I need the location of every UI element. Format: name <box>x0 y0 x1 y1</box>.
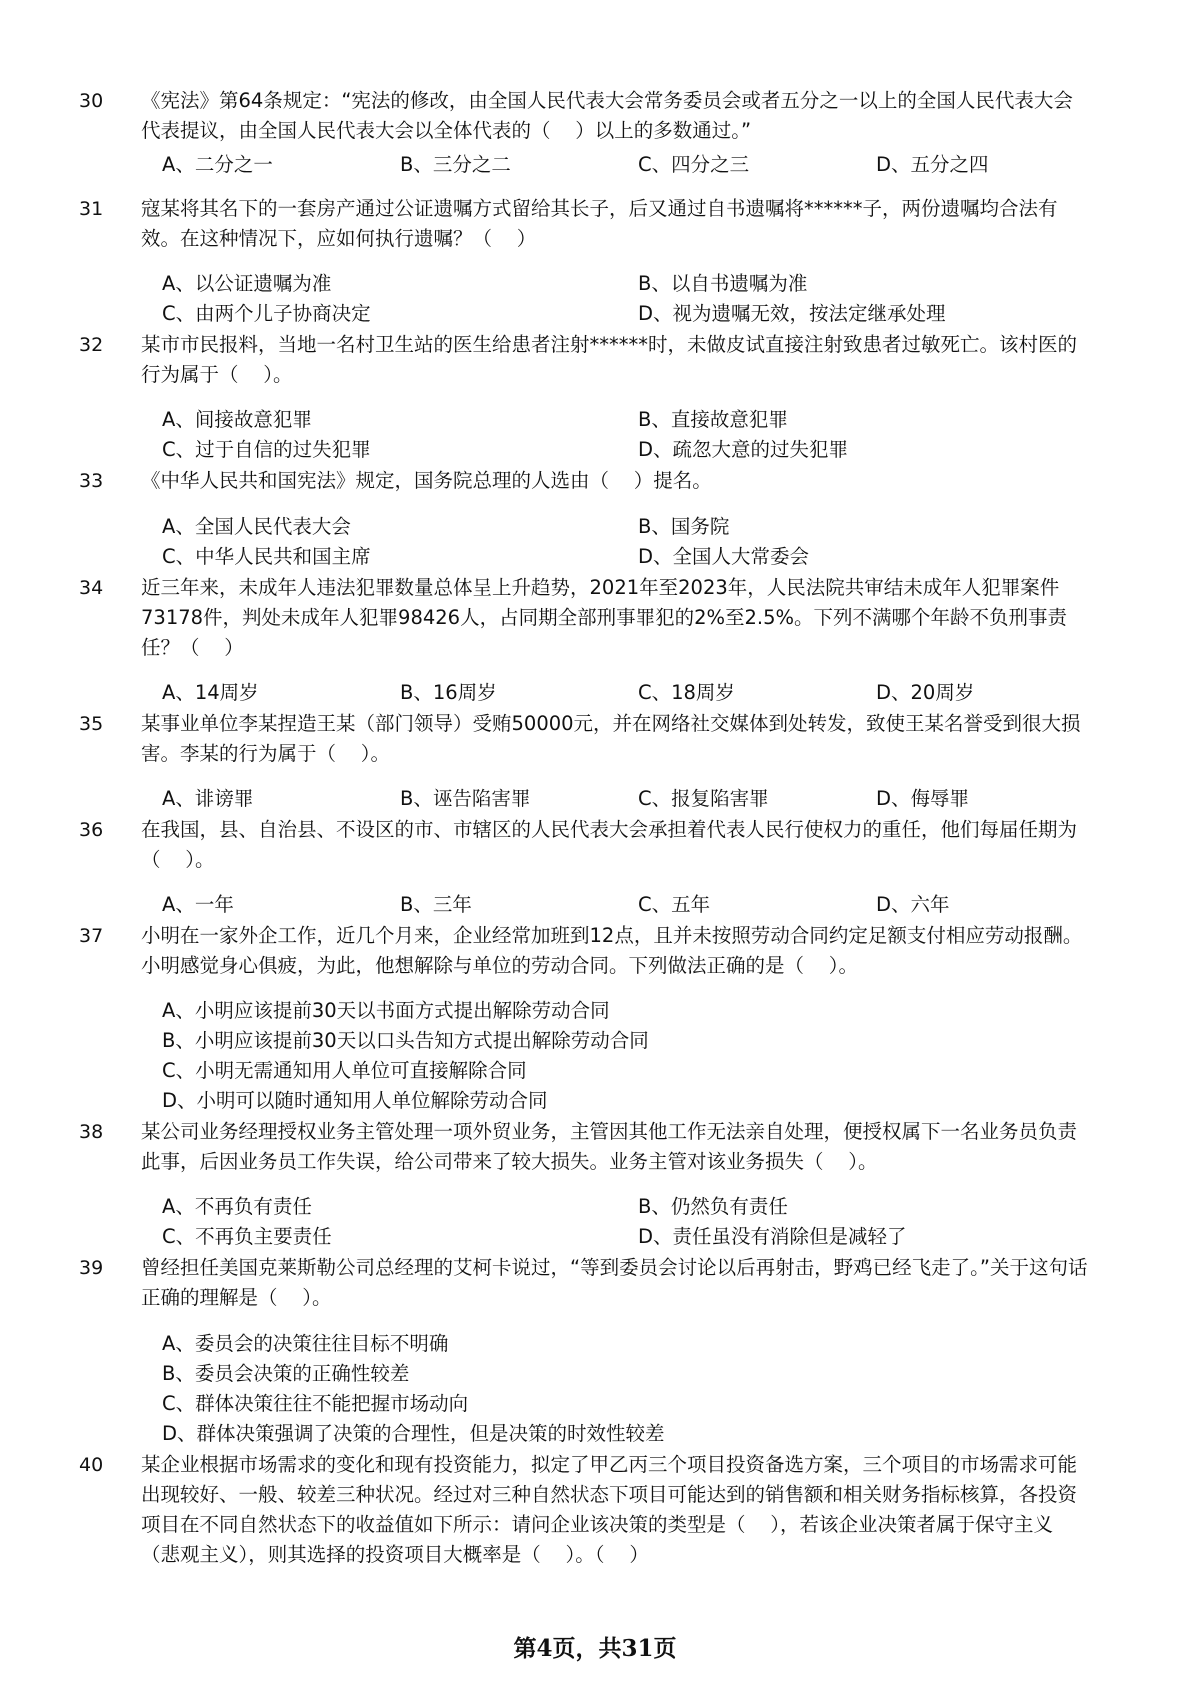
page-footer: 第4页，共31页 <box>513 1635 677 1662</box>
option-b: B、仍然负有责任 <box>638 1195 788 1218</box>
option-c: C、不再负主要责任 <box>162 1225 332 1248</box>
option-a: A、全国人民代表大会 <box>162 515 351 538</box>
question-number: 33 <box>79 470 104 492</box>
option-a: A、间接故意犯罪 <box>162 408 312 431</box>
option-b: B、16周岁 <box>400 681 497 704</box>
option-b: B、三年 <box>400 893 472 916</box>
option-b: B、以自书遗嘱为准 <box>638 272 808 295</box>
option-b: B、诬告陷害罪 <box>400 787 531 810</box>
question-number: 30 <box>79 90 104 112</box>
option-c: C、18周岁 <box>638 681 735 704</box>
option-a: A、二分之一 <box>162 153 273 176</box>
option-c: C、报复陷害罪 <box>638 787 769 810</box>
question-number: 32 <box>79 334 104 356</box>
option-c: C、由两个儿子协商决定 <box>162 302 371 325</box>
question-text: 《中华人民共和国宪法》规定，国务院总理的人选由（ ）提名。 <box>141 469 712 492</box>
option-d: D、侮辱罪 <box>876 787 970 810</box>
question-text: 在我国，县、自治县、不设区的市、市辖区的人民代表大会承担着代表人民行使权力的重任，他们每届任期为（ ）。 <box>141 818 1078 871</box>
option-b: B、小明应该提前30天以口头告知方式提出解除劳动合同 <box>162 1029 649 1052</box>
option-c: C、小明无需通知用人单位可直接解除合同 <box>162 1059 527 1082</box>
option-b: B、三分之二 <box>400 153 511 176</box>
question-text: 寇某将其名下的一套房产通过公证遗嘱方式留给其长子，后又通过自书遗嘱将******子，两份遗嘱均合法有效。在这种情况下，应如何执行遗嘱？（ ） <box>141 197 1058 250</box>
option-a: A、一年 <box>162 893 234 916</box>
option-b: B、委员会决策的正确性较差 <box>162 1362 410 1385</box>
option-a: A、以公证遗嘱为准 <box>162 272 332 295</box>
option-a: A、委员会的决策往往目标不明确 <box>162 1332 449 1355</box>
option-b: B、国务院 <box>638 515 730 538</box>
question-text: 某事业单位李某捏造王某（部门领导）受贿50000元，并在网络社交媒体到处转发，致使王某名誉受到很大损害。李某的行为属于（ ）。 <box>141 712 1081 765</box>
question-text: 《宪法》第64条规定：“宪法的修改，由全国人民代表大会常务委员会或者五分之一以上的全国人民代表大会代表提议，由全国人民代表大会以全体代表的（ ）以上的多数通过。” <box>141 89 1073 142</box>
option-a: A、小明应该提前30天以书面方式提出解除劳动合同 <box>162 999 610 1022</box>
question-number: 38 <box>79 1121 104 1143</box>
option-d: D、责任虽没有消除但是减轻了 <box>638 1225 907 1248</box>
question-text: 曾经担任美国克莱斯勒公司总经理的艾柯卡说过，“等到委员会讨论以后再射击，野鸡已经飞走了。”关于这句话正确的理解是（ ）。 <box>141 1256 1088 1309</box>
question-number: 40 <box>79 1454 104 1476</box>
question-text: 小明在一家外企工作，近几个月来，企业经常加班到12点，且并未按照劳动合同约定足额支付相应劳动报酬。小明感觉身心俱疲，为此，他想解除与单位的劳动合同。下列做法正确的是（ ）。 <box>141 924 1083 977</box>
question-number: 34 <box>79 577 104 599</box>
option-d: D、群体决策强调了决策的合理性，但是决策的时效性较差 <box>162 1422 665 1445</box>
option-c: C、四分之三 <box>638 153 750 176</box>
option-a: A、诽谤罪 <box>162 787 254 810</box>
option-d: D、五分之四 <box>876 153 989 176</box>
option-d: D、疏忽大意的过失犯罪 <box>638 438 849 461</box>
option-d: D、六年 <box>876 893 950 916</box>
option-d: D、全国人大常委会 <box>638 545 810 568</box>
question-number: 35 <box>79 713 104 735</box>
question-number: 37 <box>79 925 104 947</box>
option-c: C、五年 <box>638 893 711 916</box>
option-a: A、14周岁 <box>162 681 259 704</box>
question-text: 某公司业务经理授权业务主管处理一项外贸业务，主管因其他工作无法亲自处理，便授权属下一名业务员负责此事，后因业务员工作失误，给公司带来了较大损失。业务主管对该业务损失（ ）。 <box>141 1120 1078 1173</box>
question-text: 近三年来，未成年人违法犯罪数量总体呈上升趋势，2021年至2023年，人民法院共审结未成年人犯罪案件73178件，判处未成年人犯罪98426人，占同期全部刑事罪犯的2%至2.5%。下列不满哪个年龄不负刑事责任？（ ） <box>141 576 1068 659</box>
option-d: D、视为遗嘱无效，按法定继承处理 <box>638 302 946 325</box>
option-b: B、直接故意犯罪 <box>638 408 788 431</box>
question-number: 31 <box>79 198 104 220</box>
option-c: C、过于自信的过失犯罪 <box>162 438 371 461</box>
option-d: D、20周岁 <box>876 681 975 704</box>
question-number: 39 <box>79 1257 104 1279</box>
question-text: 某市市民报料，当地一名村卫生站的医生给患者注射******时，未做皮试直接注射致患者过敏死亡。该村医的行为属于（ ）。 <box>141 333 1078 386</box>
question-number: 36 <box>79 819 104 841</box>
option-c: C、群体决策往往不能把握市场动向 <box>162 1392 469 1415</box>
option-d: D、小明可以随时通知用人单位解除劳动合同 <box>162 1089 548 1112</box>
option-c: C、中华人民共和国主席 <box>162 545 371 568</box>
question-text: 某企业根据市场需求的变化和现有投资能力，拟定了甲乙丙三个项目投资备选方案，三个项目的市场需求可能出现较好、一般、较差三种状况。经过对三种自然状态下项目可能达到的销售额和相关财务指标核算，各投资项目在不同自然状态下的收益值如下所示：请问企业该决策的类型是（ ），若该企业决策者属于保守主义（悲观主义），则其选择的投资项目大概率是（ ）。（ ） <box>141 1453 1078 1566</box>
option-a: A、不再负有责任 <box>162 1195 312 1218</box>
